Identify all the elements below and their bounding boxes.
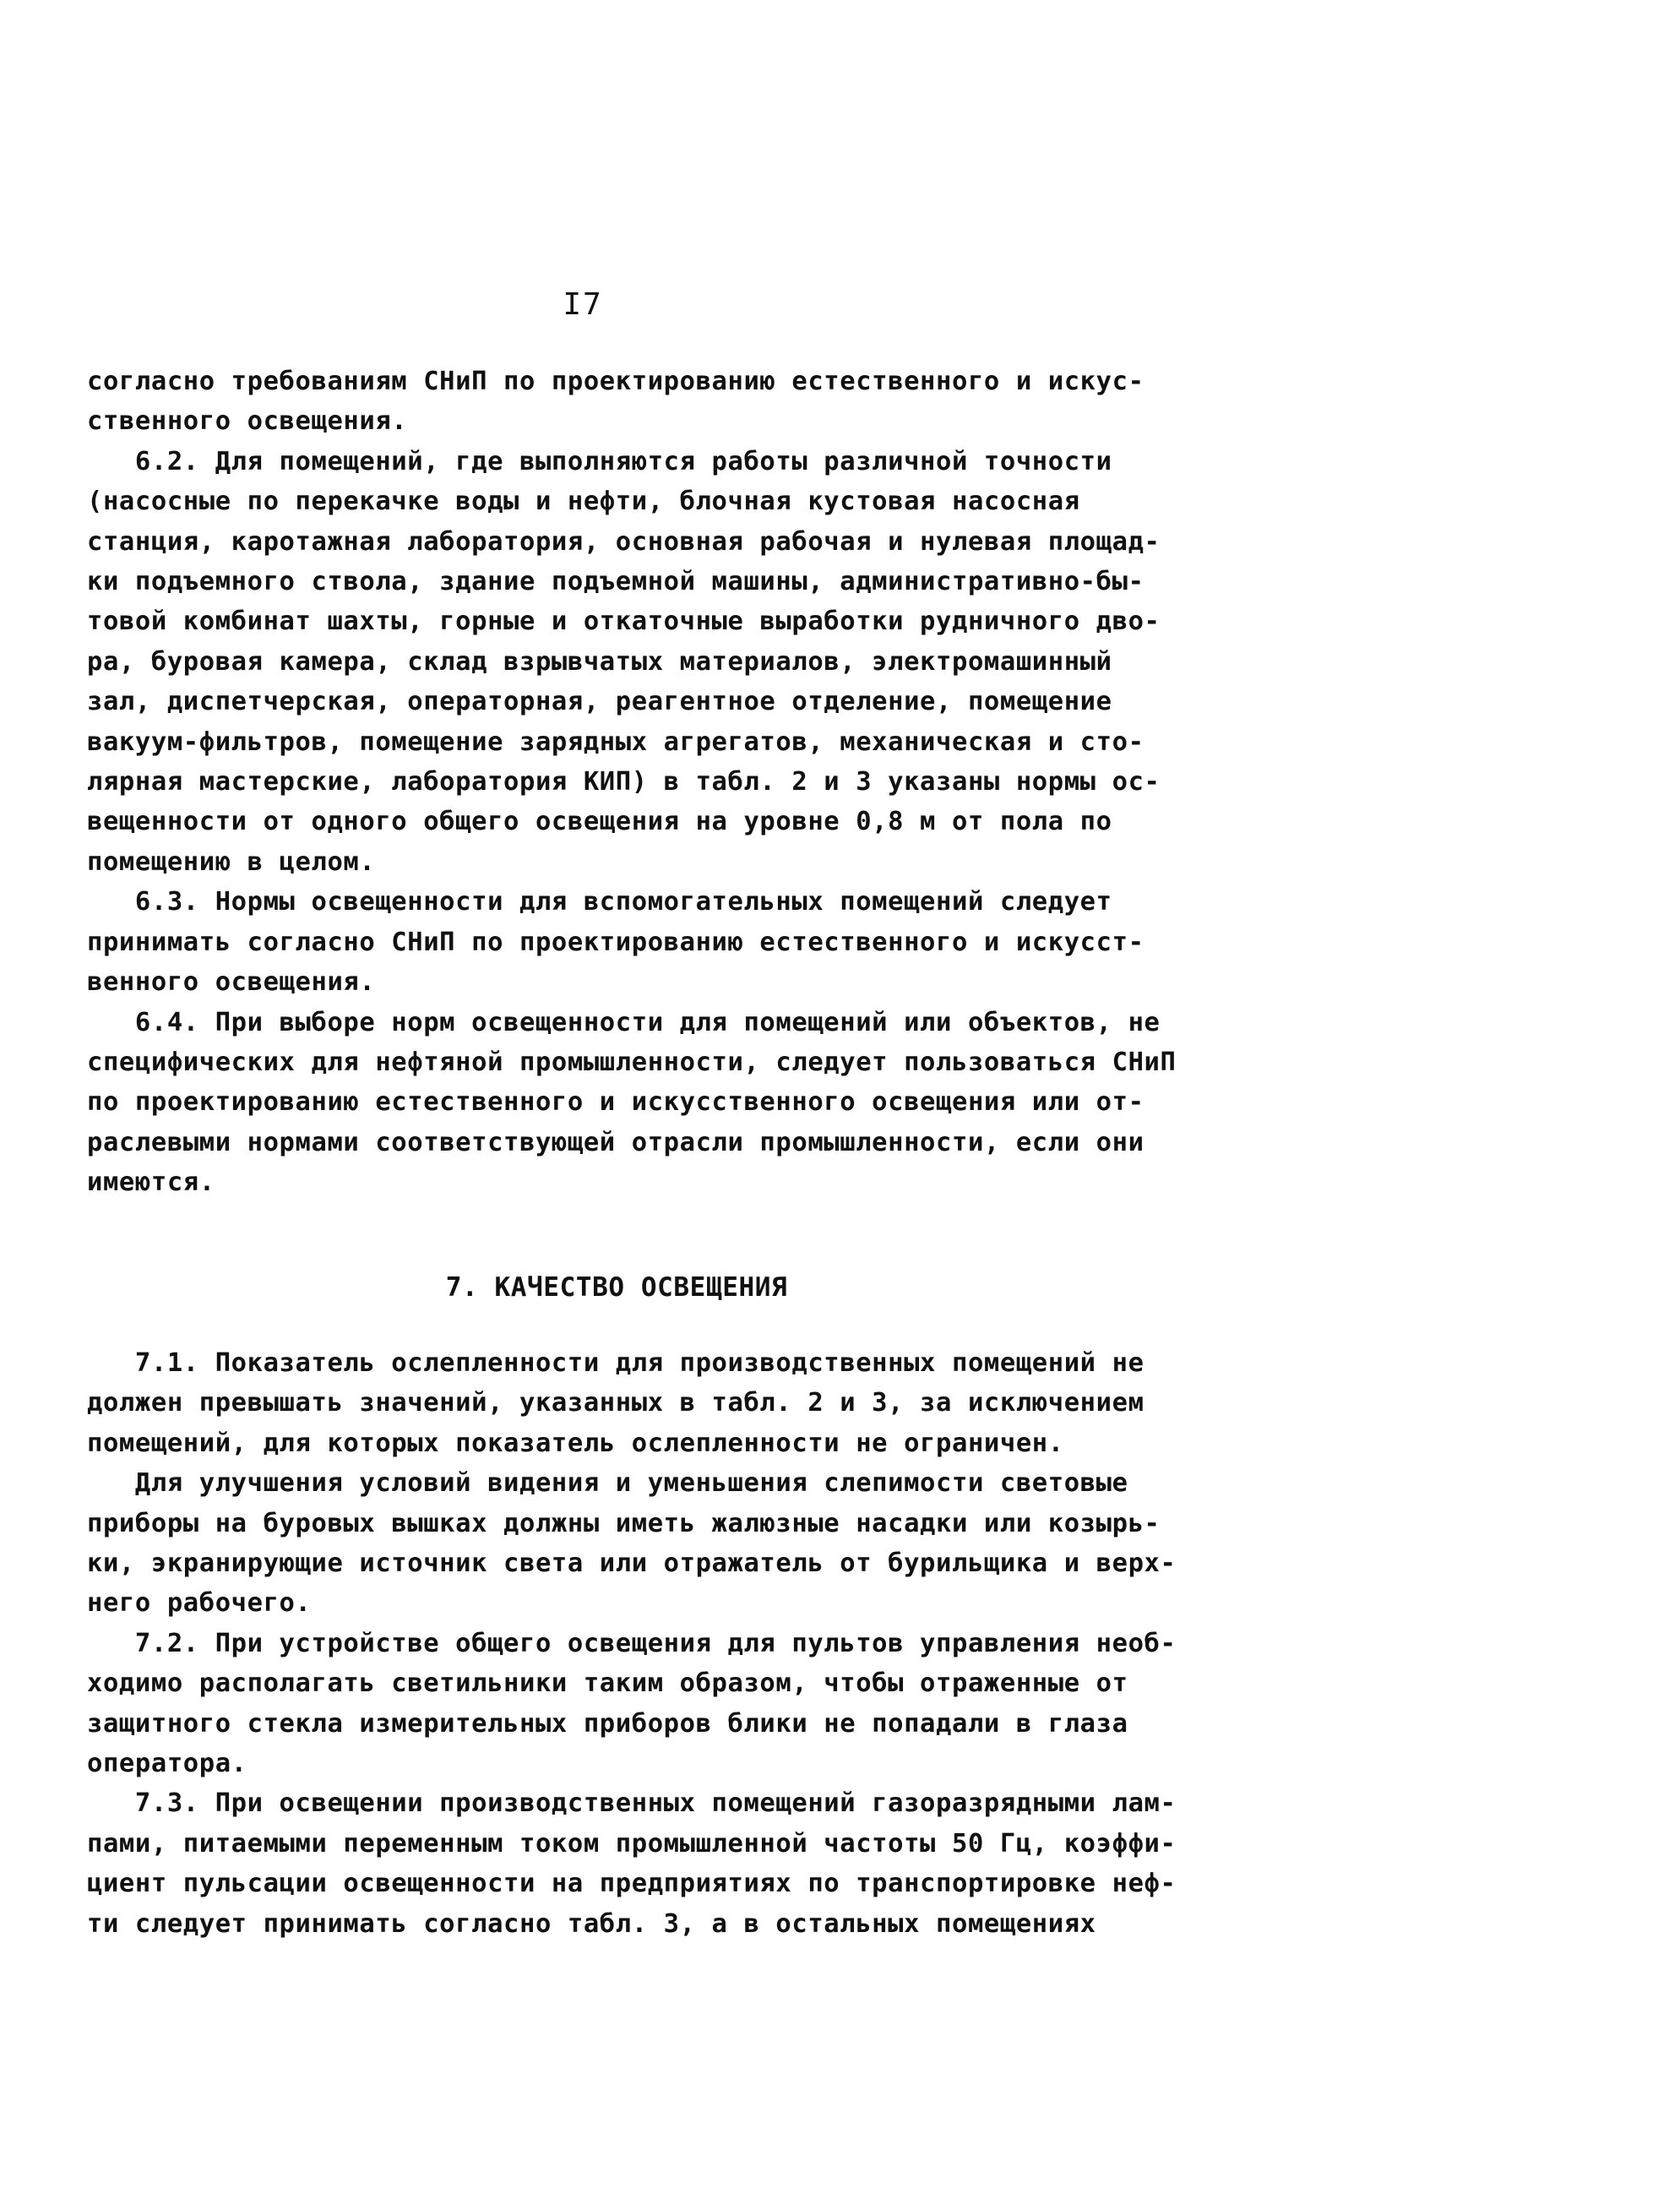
text-line: приборы на буровых вышках должны иметь жалюзные насадки или козырь- bbox=[87, 1508, 1161, 1538]
text-line: принимать согласно СНиП по проектированию естественного и искусст- bbox=[87, 927, 1144, 957]
text-line: согласно требованиям СНиП по проектированию естественного и искус- bbox=[87, 367, 1144, 396]
text-line: 6.4. При выборе норм освещенности для помещений или объектов, не bbox=[87, 1007, 1161, 1037]
text-line: вещенности от одного общего освещения на уровне 0,8 м от пола по bbox=[87, 807, 1112, 837]
text-line: 6.3. Нормы освещенности для вспомогательных помещений следует bbox=[87, 887, 1112, 917]
text-line: 6.2. Для помещений, где выполняются работы различной точности bbox=[87, 446, 1112, 476]
text-line: Для улучшения условий видения и уменьшения слепимости световые bbox=[87, 1468, 1128, 1499]
text-line: 7.3. При освещении производственных помещений газоразрядными лам- bbox=[87, 1788, 1177, 1819]
page-number: I7 bbox=[563, 287, 603, 322]
text-line: ти следует принимать согласно табл. 3, а в остальных помещениях bbox=[87, 1908, 1096, 1939]
text-line: помещений, для которых показатель ослепленности не ограничен. bbox=[87, 1428, 1064, 1458]
text-line: пами, питаемыми переменным током промышленной частоты 50 Гц, коэффи- bbox=[87, 1828, 1177, 1859]
text-line: ходимо располагать светильники таким образом, чтобы отраженные от bbox=[87, 1668, 1128, 1699]
text-line: венного освещения. bbox=[87, 967, 376, 998]
text-line: ки подъемного ствола, здание подъемной машины, административно-бы- bbox=[87, 567, 1144, 597]
text-line: вакуум-фильтров, помещение зарядных агрегатов, механическая и сто- bbox=[87, 727, 1144, 757]
text-block-section-6 bbox=[87, 362, 1185, 1203]
text-line: станция, каротажная лаборатория, основная рабочая и нулевая площад- bbox=[87, 526, 1161, 557]
text-line: зал, диспетчерская, операторная, реагентное отделение, помещение bbox=[87, 687, 1112, 717]
text-line: ственного освещения. bbox=[87, 406, 408, 437]
text-line: лярная мастерские, лаборатория КИП) в табл. 2 и 3 указаны нормы ос- bbox=[87, 767, 1161, 797]
text-line: должен превышать значений, указанных в табл. 2 и 3, за исключением bbox=[87, 1388, 1144, 1418]
text-line: имеются. bbox=[87, 1167, 215, 1198]
text-line: по проектированию естественного и искусственного освещения или от- bbox=[87, 1087, 1144, 1118]
text-block-section-7 bbox=[87, 1343, 1185, 1944]
text-line: (насосные по перекачке воды и нефти, блочная кустовая насосная bbox=[87, 487, 1080, 517]
text-line: помещению в целом. bbox=[87, 846, 376, 877]
text-line: оператора. bbox=[87, 1749, 247, 1779]
text-line: специфических для нефтяной промышленности, следует пользоваться СНиП bbox=[87, 1047, 1177, 1077]
text-line: 7.1. Показатель ослепленности для производственных помещений не bbox=[87, 1348, 1144, 1378]
text-line: него рабочего. bbox=[87, 1588, 312, 1619]
text-line: товой комбинат шахты, горные и откаточные выработки рудничного дво- bbox=[87, 607, 1161, 637]
text-line: раслевыми нормами соответствующей отрасли промышленности, если они bbox=[87, 1127, 1144, 1157]
text-line: 7.2. При устройстве общего освещения для пультов управления необ- bbox=[87, 1628, 1177, 1658]
text-line: ра, буровая камера, склад взрывчатых материалов, электромашинный bbox=[87, 646, 1112, 677]
text-line: циент пульсации освещенности на предприятиях по транспортировке неф- bbox=[87, 1869, 1177, 1899]
section-heading: 7. КАЧЕСТВО ОСВЕЩЕНИЯ bbox=[445, 1272, 788, 1303]
text-line: ки, экранирующие источник света или отражатель от бурильщика и верх- bbox=[87, 1548, 1177, 1579]
text-line: защитного стекла измерительных приборов блики не попадали в глаза bbox=[87, 1708, 1128, 1739]
